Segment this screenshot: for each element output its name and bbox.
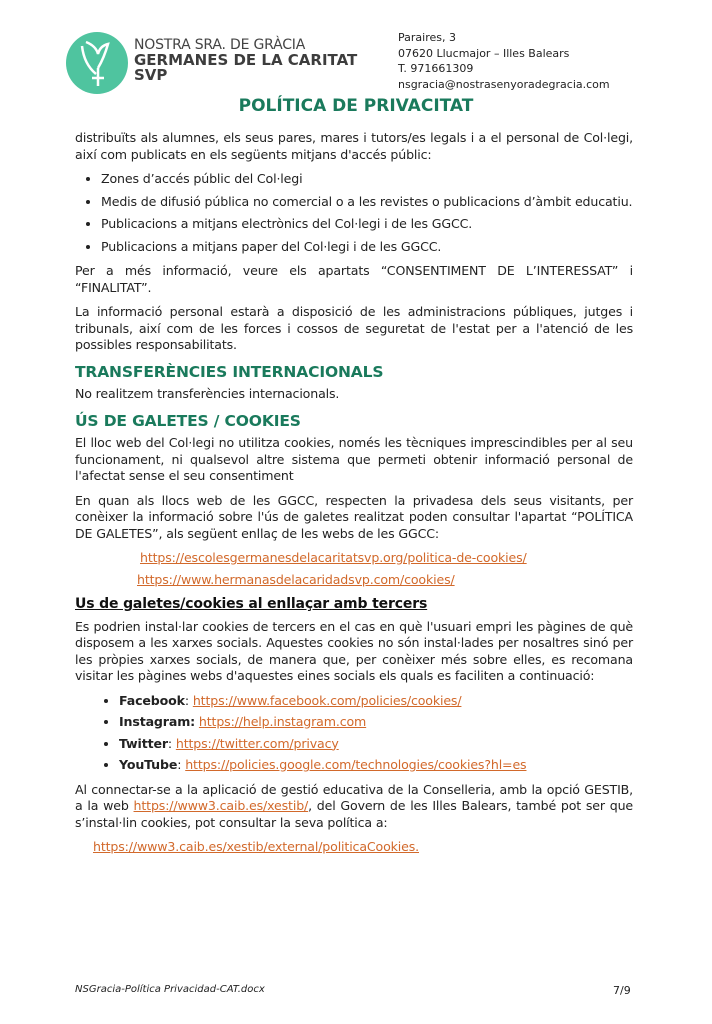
- contact-address: [398, 30, 610, 92]
- org-line-1: NOSTRA SRA. DE GRÀCIA: [134, 37, 306, 53]
- street: Paraires, 3: [398, 31, 456, 44]
- third-party-heading: Us de galetes/cookies al enllaçar amb tercers: [75, 596, 428, 612]
- social-name: Instagram:: [119, 714, 196, 729]
- social-name: YouTube: [119, 757, 178, 772]
- facebook-link[interactable]: https://www.facebook.com/policies/cookies/: [192, 692, 462, 708]
- logo-emblem-icon: [66, 32, 128, 94]
- org-line-2: GERMANES DE LA CARITAT: [134, 51, 358, 69]
- third-party-paragraph: Es podrien instal·lar cookies de tercers en el cas en què l'usuari empri les pàgines de què disposem a les xarxes socials. Aquestes cookies no són instal·lades per nosaltres sinó per les pròpies xarxes socials, de manera que, per conèixer més sobre elles, es recomana visitar les pàgines webs d'aquestes eines socials els quals es faciliten a continuació:: [75, 618, 633, 683]
- xestib-link[interactable]: https://www3.caib.es/xestib/: [133, 798, 309, 813]
- cookies-paragraph-2: En quan als llocs web de les GGCC, respecten la privadesa dels seus visitants, per conèixer la informació sobre l'ús de galetes realitzat poden consultar l'apartat “POLÍTICA DE GALETES”, als següent enllaç de les webs de les GGCC:: [75, 492, 633, 541]
- phone: T. 971661309: [398, 62, 474, 75]
- list-item: • Publicacions a mitjans paper del Col·legi i de les GGCC.: [101, 239, 633, 256]
- page-number: 7/9: [613, 984, 631, 997]
- availability-paragraph: La informació personal estarà a disposició de les administracions públiques, jutges i tribunals, així com de les forces i cossos de seguretat de l'estat per a l'atenció de les possibles responsabilitats.: [75, 304, 633, 352]
- city: 07620 Llucmajor – Illes Balears: [398, 46, 570, 60]
- transfers-heading: TRANSFERÈNCIES INTERNACIONALS: [75, 362, 384, 381]
- list-item: • Publicacions a mitjans electrònics del Col·legi i de les GGCC.: [101, 216, 633, 233]
- document-body: [75, 130, 633, 861]
- ggcc-schools-cookies-link[interactable]: https://escolesgermanesdelacaritatsvp.org/politica-de-cookies/: [140, 550, 527, 565]
- list-item: • Zones d’accés públic del Col·legi: [101, 171, 633, 188]
- footer-filename: NSGracia-Política Privacidad-CAT.docx: [75, 984, 265, 995]
- list-item: [119, 757, 633, 774]
- organization-name: [134, 38, 357, 83]
- social-links-list: [75, 693, 633, 774]
- ggcc-cookies-link[interactable]: https://www.hermanasdelacaridadsvp.com/cookies/: [137, 571, 455, 587]
- page-title: POLÍTICA DE PRIVACITAT: [238, 96, 474, 116]
- text: Al connectar-se a la aplicació de gestió educativa de la Conselleria, amb la opció GESTIB, a la web: [75, 781, 633, 813]
- twitter-link[interactable]: https://twitter.com/privacy: [175, 735, 339, 751]
- school-logo: [66, 32, 128, 94]
- gestib-paragraph: [75, 782, 633, 832]
- media-list: [75, 171, 633, 255]
- org-line-3: SVP: [134, 66, 168, 84]
- email: nsgracia@nostrasenyoradegracia.com: [398, 77, 610, 91]
- youtube-link[interactable]: https://policies.google.com/technologies/cookies?hl=es: [185, 757, 527, 772]
- list-item: [119, 693, 633, 710]
- instagram-link[interactable]: https://help.instagram.com: [198, 714, 367, 729]
- more-info-paragraph: Per a més informació, veure els apartats “CONSENTIMENT DE L’INTERESSAT” i “FINALITAT”.: [75, 263, 633, 295]
- social-name: Facebook: [119, 692, 185, 708]
- social-name: Twitter: [119, 735, 168, 751]
- separator: :: [184, 692, 193, 708]
- separator: :: [167, 735, 176, 751]
- intro-paragraph: distribuïts als alumnes, els seus pares, mares i tutors/es legals i a el personal de Col·legi, així com publicats en els següents mitjans d'accés públic:: [75, 130, 633, 162]
- xestib-cookies-policy-link[interactable]: https://www3.caib.es/xestib/external/politicaCookies.: [93, 839, 419, 854]
- text: , del Govern de les Illes Balears, també pot ser que s’instal·lin cookies, pot consultar la seva política a:: [75, 798, 633, 830]
- list-item: [119, 714, 633, 731]
- cookies-heading: ÚS DE GALETES / COOKIES: [75, 411, 301, 430]
- transfers-text: No realitzem transferències internacionals.: [75, 386, 340, 401]
- cookies-paragraph-1: El lloc web del Col·legi no utilitza cookies, només les tècniques imprescindibles per al seu funcionament, ni qualsevol altre sistema que permeti obtenir informació personal de l'afectat sense el seu consentiment: [75, 435, 633, 483]
- list-item: [119, 736, 633, 753]
- separator: :: [177, 757, 186, 772]
- list-item: • Medis de difusió pública no comercial o a les revistes o publicacions d’àmbit educatiu.: [101, 194, 633, 211]
